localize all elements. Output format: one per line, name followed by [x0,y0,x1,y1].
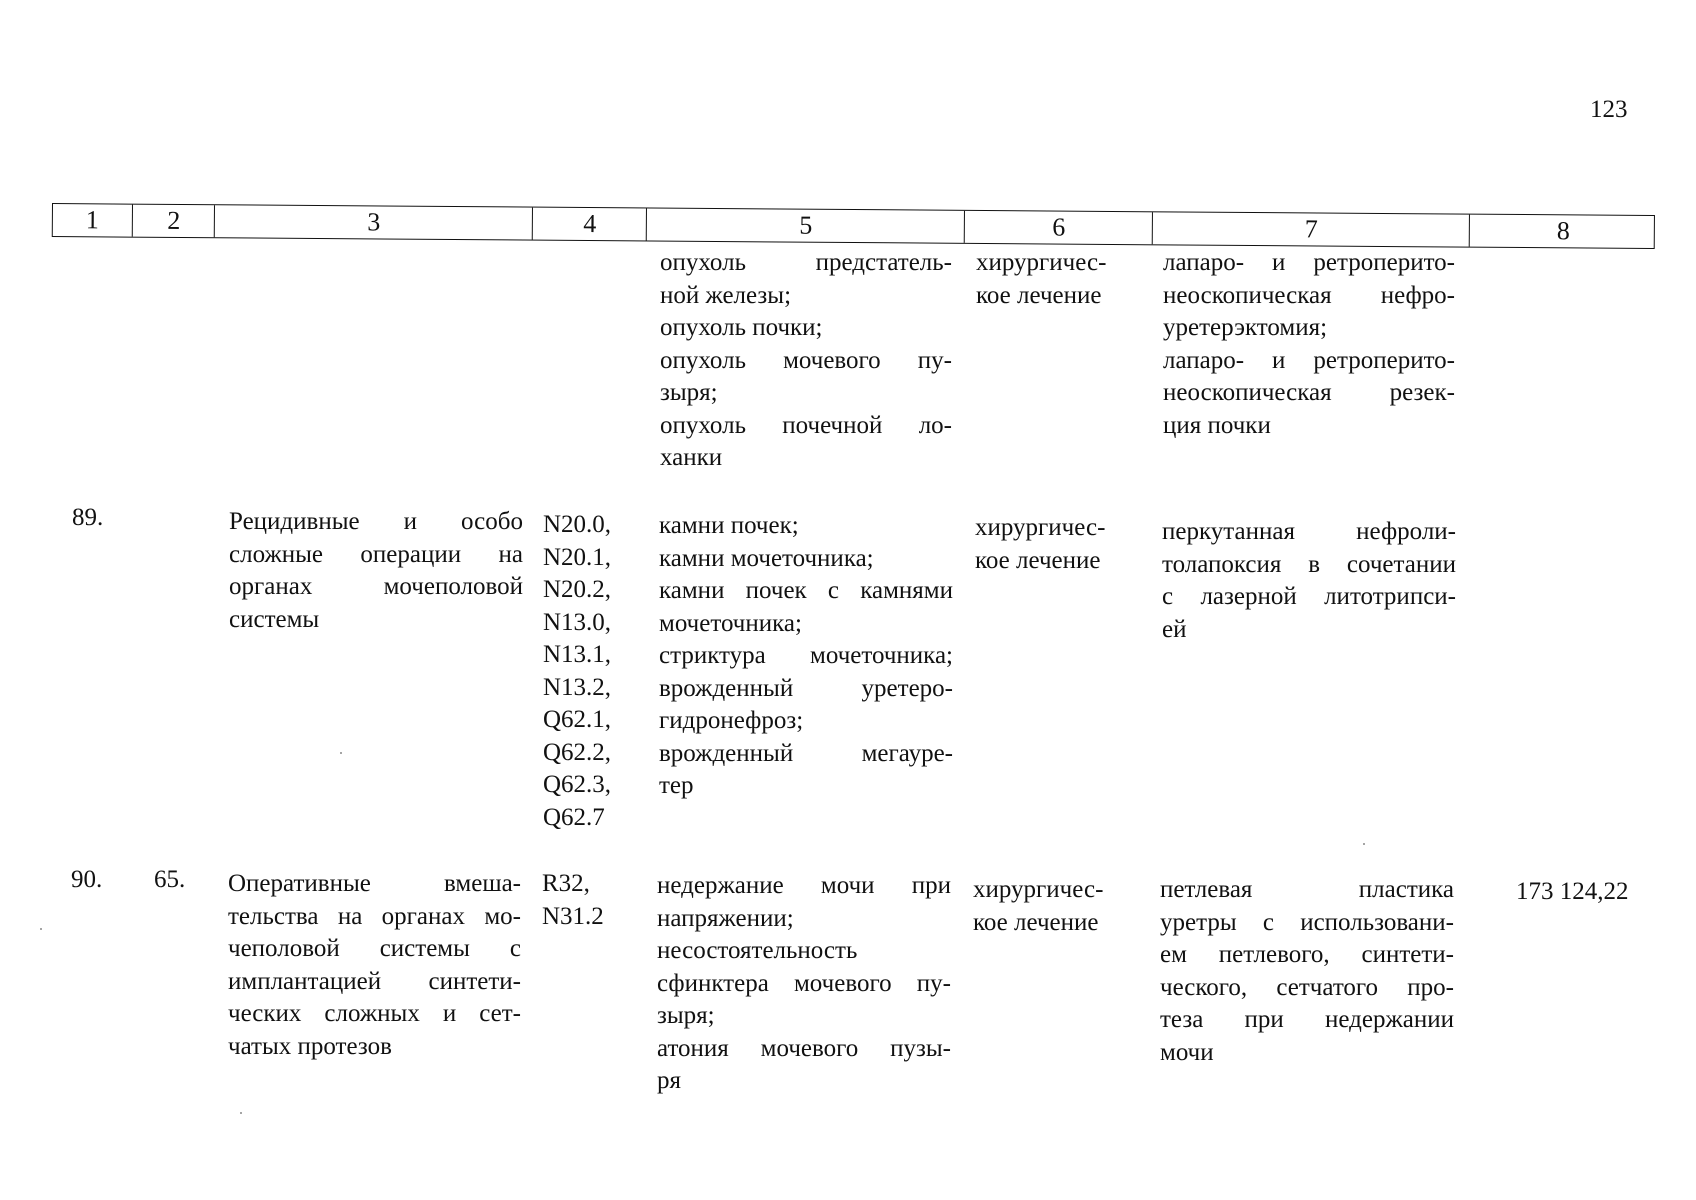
text-line: камни мочеточника; [659,544,874,572]
row-90-method [1160,874,1454,1069]
text-line: чеполовой системы с [228,935,521,962]
header-col-7: 7 [1152,212,1470,246]
text-line: камни почек; [659,512,799,539]
text-line: ция почки [1163,411,1271,439]
text-line: опухоль почки; [660,314,823,341]
text-line: гидронефроз; [659,707,804,734]
text-line: Оперативные вмеша- [228,870,521,897]
text-line: уретры с использовани- [1160,908,1454,936]
text-line: зыря; [660,379,718,406]
text-line: кое лечение [976,281,1102,309]
text-line: недержание мочи при [657,872,951,899]
row-89-diagnosis [659,510,953,803]
header-col-8: 8 [1469,215,1657,248]
text-line: ной железы; [660,281,792,309]
continued-method [1163,247,1455,442]
header-col-1: 1 [85,205,99,235]
text-line: чатых протезов [228,1032,392,1060]
text-line: неоскопическая резек- [1163,379,1455,406]
text-line: врожденный мегауре- [659,739,953,767]
row-89-name [229,506,523,636]
code: Q62.3, [543,771,612,798]
text-line: кое лечение [973,908,1099,936]
text-line: имплантацией синтети- [228,967,521,995]
text-line: опухоль мочевого пу- [660,346,952,374]
code: N13.0, [543,608,612,636]
text-line: ря [657,1067,681,1094]
scan-speck [240,1112,242,1114]
scan-speck [340,752,342,754]
text-line: толапоксия в сочетании [1162,550,1456,578]
row-90-diagnosis [657,870,951,1098]
text-line: теза при недержании [1160,1006,1454,1033]
code: N13.1, [543,641,612,668]
text-line: ческих сложных и сет- [228,1000,521,1027]
header-col-5: 5 [646,208,965,242]
text-line: хирургичес- [975,514,1106,541]
text-line: камни почек с камнями [659,577,953,604]
row-89-treatment-type [975,512,1145,577]
text-line: с лазерной литотрипси- [1162,583,1456,610]
code: Q62.7 [543,803,605,831]
text-line: органах мочеполовой [229,573,523,600]
row-90-codes [542,868,642,933]
code: Q62.2, [543,738,612,766]
code: N31.2 [542,902,604,930]
text-line: ей [1162,615,1187,643]
text-line: опухоль почечной ло- [660,411,952,439]
continued-treatment-type [976,247,1146,312]
scan-speck [40,928,42,930]
header-col-3: 3 [214,205,533,239]
header-col-6: 6 [964,211,1153,244]
row-89-number: 89. [72,504,104,531]
text-line: системы [229,605,320,633]
text-line: ческого, сетчатого про- [1160,973,1454,1001]
text-line: кое лечение [975,546,1101,574]
text-line: тер [659,772,694,799]
text-line: неоскопическая нефро- [1163,281,1455,309]
code: N13.2, [543,673,612,701]
header-col-2: 2 [132,205,215,238]
text-line: напряжении; [657,904,794,932]
page-number: 123 [1590,96,1628,123]
row-90-name [228,868,521,1063]
text-line: ем петлевого, синтети- [1160,941,1454,968]
row-90-group: 65. [154,866,186,893]
text-line: сфинктера мочевого пу- [657,969,951,997]
text-line: лапаро- и ретроперито- [1163,346,1455,374]
continued-diagnosis [660,247,952,475]
text-line: петлевая пластика [1160,876,1454,903]
text-line: зыря; [657,1002,715,1029]
row-90-treatment-type [973,874,1143,939]
text-line: уретерэктомия; [1163,314,1328,341]
code: R32, [542,870,590,897]
text-line: сложные операции на [229,540,523,568]
header-col-4: 4 [532,208,647,241]
table-header [52,203,1655,249]
row-89-method [1162,516,1456,646]
code: N20.2, [543,576,612,603]
text-line: хирургичес- [973,876,1104,903]
text-line: лапаро- и ретроперито- [1163,249,1455,276]
text-line: несостоятельность [657,937,858,964]
text-line: атония мочевого пузы- [657,1034,951,1062]
text-line: мочеточника; [659,609,802,637]
row-90-number: 90. [71,866,103,893]
text-line: мочи [1160,1038,1214,1066]
text-line: хирургичес- [976,249,1107,276]
text-line: перкутанная нефроли- [1162,518,1456,545]
row-90-cost: 173 124,22 [1516,878,1629,905]
text-line: тельства на органах мо- [228,902,521,930]
code: N20.1, [543,543,612,571]
code: Q62.1, [543,706,612,733]
row-89-codes [543,509,643,834]
text-line: опухоль предстатель- [660,249,952,276]
scan-speck [1363,843,1365,845]
text-line: врожденный уретеро- [659,674,953,702]
text-line: ханки [660,444,723,471]
text-line: стриктура мочеточника; [659,642,953,669]
text-line: Рецидивные и особо [229,508,523,535]
code: N20.0, [543,511,612,538]
